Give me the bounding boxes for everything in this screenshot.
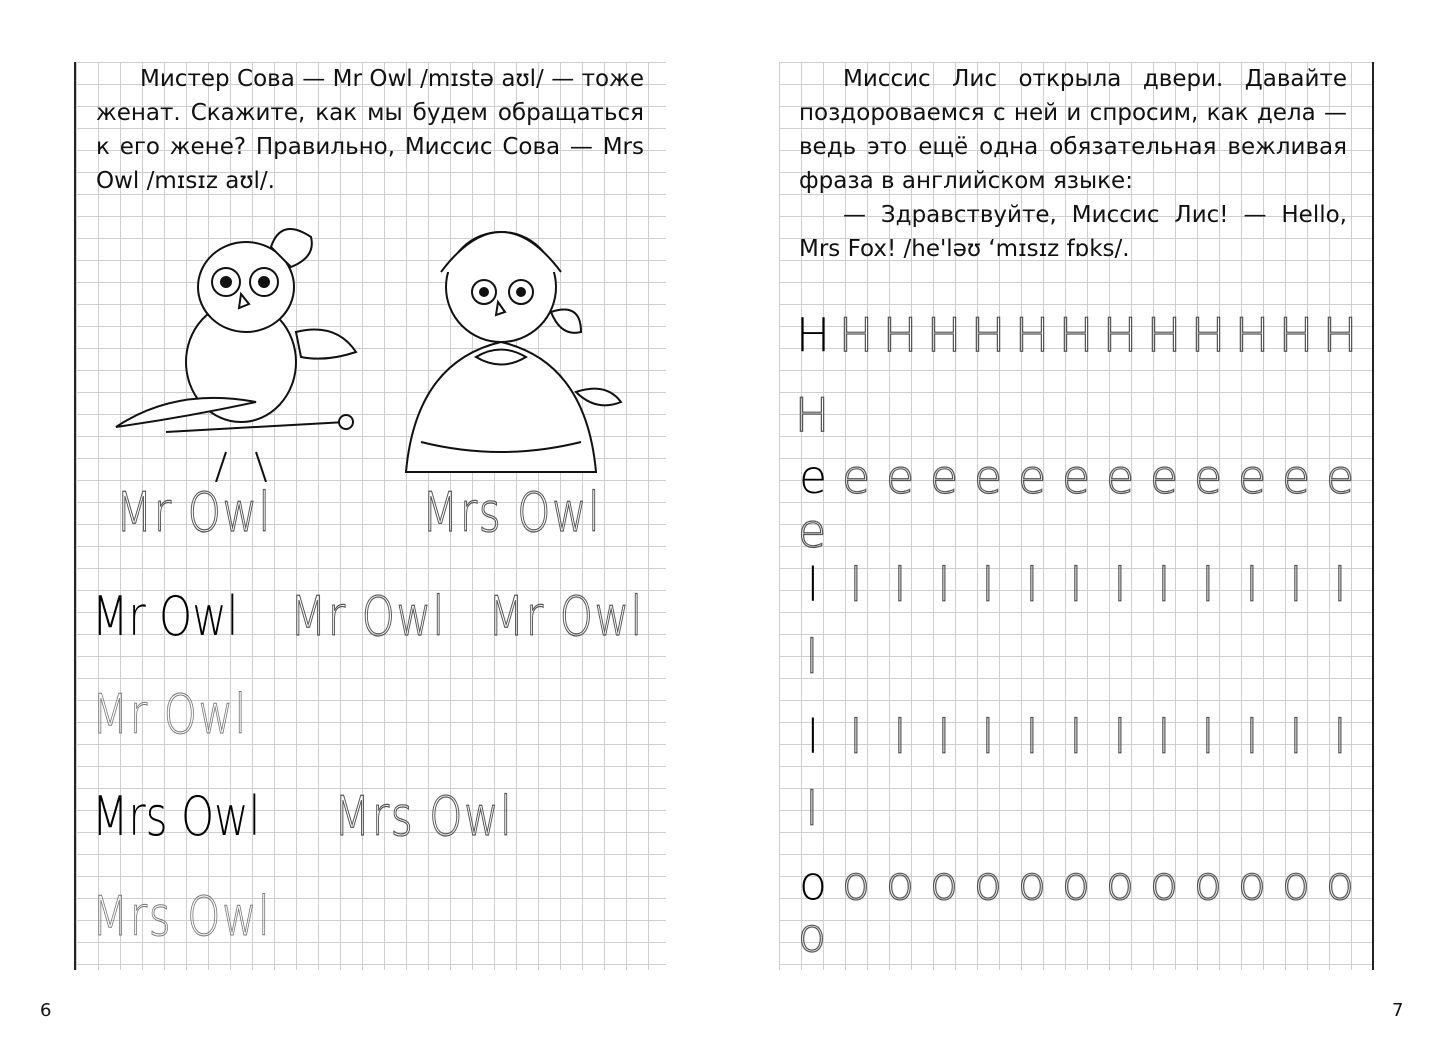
letter-1-2: e <box>885 450 917 504</box>
letter-0-8: H <box>1146 308 1184 362</box>
letter-3-8: l <box>1157 710 1173 764</box>
solid-mr-owl: Mr Owl <box>92 585 239 648</box>
letter-4-3: o <box>929 856 961 910</box>
letter-2-2: l <box>893 558 909 612</box>
letter-1-4: e <box>973 450 1005 504</box>
letter-3-2: l <box>893 710 909 764</box>
letter-0-3: H <box>926 308 964 362</box>
letter-row-h-2 <box>791 388 835 442</box>
right-page <box>779 62 1374 970</box>
trace-mrs-owl-label: Mrs Owl <box>422 481 602 544</box>
letter-4-7: o <box>1105 856 1137 910</box>
letter-0-4: H <box>970 308 1008 362</box>
letter-3-1: l <box>849 710 865 764</box>
letter-0-6: H <box>1058 308 1096 362</box>
letter-3-5: l <box>1025 710 1041 764</box>
letter-row-l-b <box>791 710 1363 764</box>
letter-4-9: o <box>1193 856 1225 910</box>
letter-row-h <box>791 308 1363 362</box>
letter-3-9: l <box>1201 710 1217 764</box>
letter-row-l-2 <box>791 630 835 684</box>
letter-row-e <box>791 450 1363 504</box>
letter-3-12: l <box>1333 710 1349 764</box>
letter-row-o-2 <box>791 908 835 962</box>
letter-4-6: o <box>1061 856 1093 910</box>
letter-1-5: e <box>1017 450 1049 504</box>
trace-mr-owl-3: Mr Owl <box>92 683 248 746</box>
letter-4-0: o <box>798 856 828 910</box>
left-paragraph-text: Мистер Сова — Mr Owl /mɪstə aʊl/ — тоже женат. Скажите, как мы будем обращаться к его жене? Правильно, Миссис Сова — Mrs Owl /mɪsɪz aʊl/. <box>96 66 644 194</box>
letter-2-0: l <box>805 630 821 684</box>
letter-3-11: l <box>1289 710 1305 764</box>
letter-2-4: l <box>981 558 997 612</box>
left-page <box>74 62 666 970</box>
letter-2-1: l <box>849 558 865 612</box>
letter-1-9: e <box>1193 450 1225 504</box>
letter-4-11: o <box>1281 856 1313 910</box>
letter-4-8: o <box>1149 856 1181 910</box>
right-paragraph-2: — Здравствуйте, Миссис Лис! — Hello, Mrs Fox! /he'ləʊ ‘mɪsɪz fɒks/. <box>799 202 1347 262</box>
letter-4-2: o <box>885 856 917 910</box>
letter-2-8: l <box>1157 558 1173 612</box>
letter-0-7: H <box>1102 308 1140 362</box>
letter-4-10: o <box>1237 856 1269 910</box>
trace-mrs-owl-2: Mrs Owl <box>92 885 272 948</box>
letter-1-11: e <box>1281 450 1313 504</box>
letter-1-1: e <box>841 450 873 504</box>
trace-mrs-owl-1: Mrs Owl <box>334 785 514 848</box>
page-number-left: 6 <box>40 1000 52 1021</box>
letter-row-o <box>791 856 1363 910</box>
mr-owl-illustration <box>106 202 366 482</box>
letter-3-6: l <box>1069 710 1085 764</box>
page-number-right: 7 <box>1392 1000 1404 1021</box>
letter-0-12: H <box>1322 308 1360 362</box>
right-paragraph <box>799 62 1347 266</box>
right-paragraph-1: Миссис Лис открыла двери. Давайте поздороваемся с ней и спросим, как дела — ведь это ещё одна обязательная вежливая фраза в английском языке: <box>799 66 1347 194</box>
letter-3-3: l <box>937 710 953 764</box>
letter-2-12: l <box>1333 558 1349 612</box>
letter-4-12: o <box>1325 856 1357 910</box>
solid-mrs-owl: Mrs Owl <box>92 785 261 848</box>
letter-0-1: H <box>838 308 876 362</box>
letter-1-6: e <box>1061 450 1093 504</box>
letter-2-0: l <box>806 558 820 612</box>
letter-row-l-b-2 <box>791 782 835 836</box>
letter-3-10: l <box>1245 710 1261 764</box>
letter-3-0: l <box>806 710 820 764</box>
trace-mr-owl-label: Mr Owl <box>116 481 272 544</box>
letter-0-0: H <box>794 388 832 442</box>
letter-0-0: H <box>795 308 831 362</box>
letter-2-11: l <box>1289 558 1305 612</box>
letter-1-8: e <box>1149 450 1181 504</box>
letter-0-9: H <box>1190 308 1228 362</box>
letter-4-0: o <box>797 908 829 962</box>
letter-2-3: l <box>937 558 953 612</box>
letter-1-10: e <box>1237 450 1269 504</box>
mrs-owl-illustration <box>376 202 626 482</box>
letter-row-l <box>791 558 1363 612</box>
letter-2-9: l <box>1201 558 1217 612</box>
letter-2-5: l <box>1025 558 1041 612</box>
trace-mr-owl-1: Mr Owl <box>290 585 446 648</box>
letter-3-0: l <box>805 782 821 836</box>
letter-3-4: l <box>981 710 997 764</box>
letter-4-5: o <box>1017 856 1049 910</box>
letter-0-5: H <box>1014 308 1052 362</box>
trace-mr-owl-2: Mr Owl <box>488 585 644 648</box>
letter-0-11: H <box>1278 308 1316 362</box>
letter-1-3: e <box>929 450 961 504</box>
letter-0-10: H <box>1234 308 1272 362</box>
letter-2-6: l <box>1069 558 1085 612</box>
letter-0-2: H <box>882 308 920 362</box>
left-paragraph <box>96 62 644 198</box>
letter-1-7: e <box>1105 450 1137 504</box>
letter-row-e-2 <box>791 504 835 558</box>
letter-1-0: e <box>797 504 829 558</box>
letter-4-1: o <box>841 856 873 910</box>
letter-2-7: l <box>1113 558 1129 612</box>
letter-2-10: l <box>1245 558 1261 612</box>
letter-3-7: l <box>1113 710 1129 764</box>
letter-4-4: o <box>973 856 1005 910</box>
letter-1-12: e <box>1325 450 1357 504</box>
letter-1-0: e <box>798 450 828 504</box>
